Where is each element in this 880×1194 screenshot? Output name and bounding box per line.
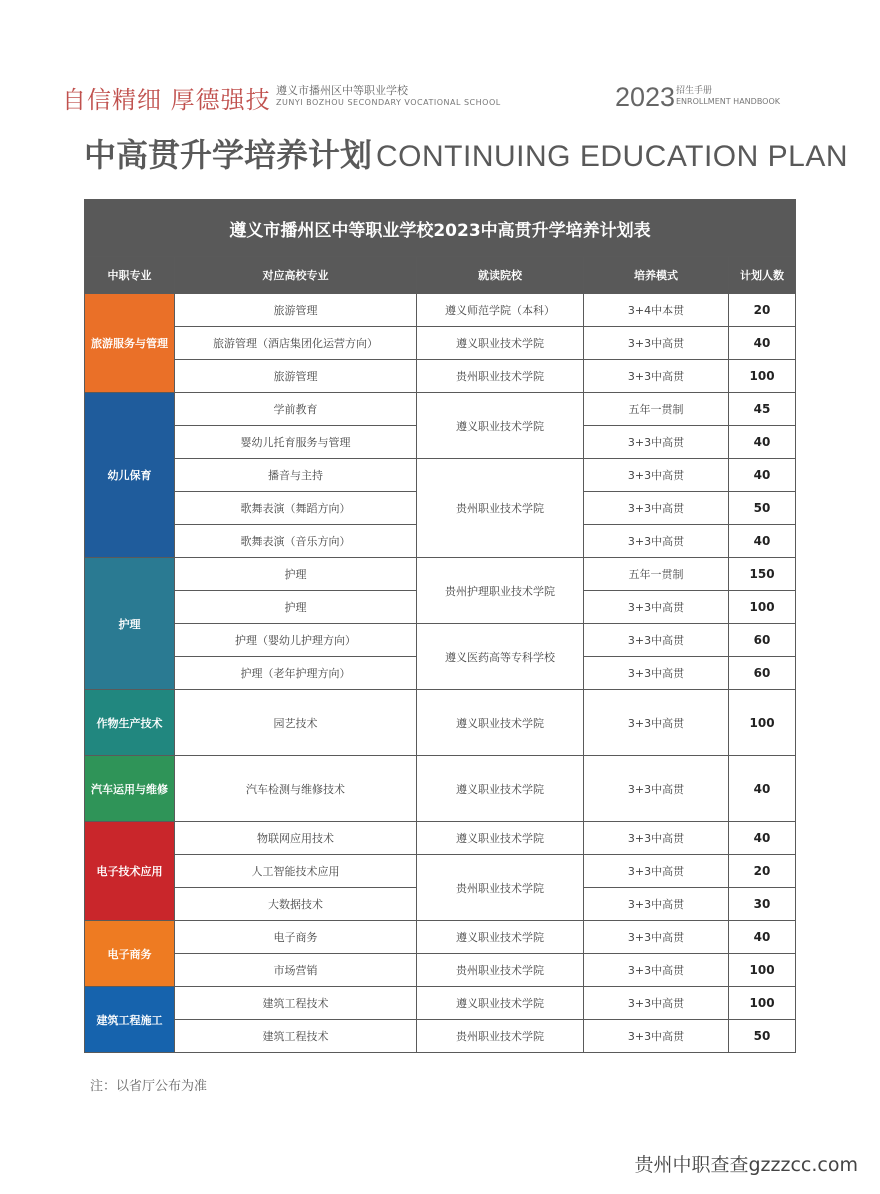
mode-cell: 3+3中高贯 [584,327,729,360]
college-cell: 遵义职业技术学院 [417,822,584,855]
page-title-cn: 中高贯升学培养计划 [84,136,373,174]
count-cell: 60 [729,624,796,657]
mode-cell: 3+3中高贯 [584,426,729,459]
mode-cell: 3+3中高贯 [584,525,729,558]
table-caption: 遵义市播州区中等职业学校2023中高贯升学培养计划表 [85,200,796,257]
program-cell: 学前教育 [175,393,417,426]
table-row [85,558,796,591]
count-cell: 20 [729,294,796,327]
mode-cell: 3+3中高贯 [584,888,729,921]
table-row [85,327,796,360]
table-row [85,822,796,855]
mode-cell: 3+3中高贯 [584,360,729,393]
count-cell: 50 [729,492,796,525]
header-mode: 培养模式 [584,257,729,294]
count-cell: 40 [729,921,796,954]
major-crop-production: 作物生产技术 [85,690,175,756]
major-electronics: 电子技术应用 [85,822,175,921]
count-cell: 100 [729,987,796,1020]
table-row [85,459,796,492]
table-row [85,624,796,657]
header-count: 计划人数 [729,257,796,294]
count-cell: 100 [729,360,796,393]
mode-cell: 3+3中高贯 [584,657,729,690]
mode-cell: 五年一贯制 [584,393,729,426]
college-cell: 贵州职业技术学院 [417,954,584,987]
handbook-label-en: ENROLLMENT HANDBOOK [676,96,780,106]
mode-cell: 五年一贯制 [584,558,729,591]
major-nursing: 护理 [85,558,175,690]
handbook-label-cn: 招生手册 [676,86,713,96]
major-auto-repair: 汽车运用与维修 [85,756,175,822]
program-cell: 大数据技术 [175,888,417,921]
program-cell: 护理（婴幼儿护理方向） [175,624,417,657]
mode-cell: 3+3中高贯 [584,987,729,1020]
mode-cell: 3+3中高贯 [584,690,729,756]
major-ecommerce: 电子商务 [85,921,175,987]
college-cell: 贵州护理职业技术学院 [417,558,584,624]
major-childcare: 幼儿保育 [85,393,175,558]
table-row [85,1020,796,1053]
college-cell: 贵州职业技术学院 [417,360,584,393]
mode-cell: 3+3中高贯 [584,591,729,624]
table-row [85,921,796,954]
mode-cell: 3+3中高贯 [584,921,729,954]
college-cell: 遵义医药高等专科学校 [417,624,584,690]
program-cell: 园艺技术 [175,690,417,756]
program-cell: 护理 [175,558,417,591]
program-cell: 旅游管理（酒店集团化运营方向） [175,327,417,360]
program-cell: 旅游管理 [175,360,417,393]
header-college-major: 对应高校专业 [175,257,417,294]
slogan: 自信精细 厚德强技 [62,86,271,114]
table-header-row [85,257,796,294]
college-cell: 贵州职业技术学院 [417,459,584,558]
table-row [85,855,796,888]
table-row [85,294,796,327]
mode-cell: 3+3中高贯 [584,459,729,492]
count-cell: 40 [729,822,796,855]
count-cell: 100 [729,690,796,756]
count-cell: 60 [729,657,796,690]
page-title [84,130,848,176]
count-cell: 100 [729,591,796,624]
major-construction: 建筑工程施工 [85,987,175,1053]
college-cell: 遵义师范学院（本科） [417,294,584,327]
header-college: 就读院校 [417,257,584,294]
mode-cell: 3+3中高贯 [584,954,729,987]
mode-cell: 3+3中高贯 [584,1020,729,1053]
program-cell: 建筑工程技术 [175,1020,417,1053]
program-cell: 物联网应用技术 [175,822,417,855]
count-cell: 40 [729,426,796,459]
program-cell: 市场营销 [175,954,417,987]
count-cell: 40 [729,756,796,822]
table-row [85,360,796,393]
count-cell: 150 [729,558,796,591]
footnote: 注：以省厅公布为准 [90,1079,208,1094]
college-cell: 贵州职业技术学院 [417,855,584,921]
table-row [85,954,796,987]
mode-cell: 3+3中高贯 [584,822,729,855]
college-cell: 遵义职业技术学院 [417,690,584,756]
plan-table [84,199,796,1053]
major-tourism: 旅游服务与管理 [85,294,175,393]
school-name-en: ZUNYI BOZHOU SECONDARY VOCATIONAL SCHOOL [276,97,501,107]
page-title-en: CONTINUING EDUCATION PLAN [376,140,848,173]
count-cell: 100 [729,954,796,987]
mode-cell: 3+3中高贯 [584,855,729,888]
mode-cell: 3+3中高贯 [584,756,729,822]
program-cell: 人工智能技术应用 [175,855,417,888]
count-cell: 45 [729,393,796,426]
college-cell: 遵义职业技术学院 [417,921,584,954]
program-cell: 建筑工程技术 [175,987,417,1020]
college-cell: 遵义职业技术学院 [417,756,584,822]
handbook-year: 2023 [615,82,676,112]
program-cell: 播音与主持 [175,459,417,492]
program-cell: 护理 [175,591,417,624]
program-cell: 汽车检测与维修技术 [175,756,417,822]
count-cell: 30 [729,888,796,921]
count-cell: 50 [729,1020,796,1053]
college-cell: 遵义职业技术学院 [417,987,584,1020]
program-cell: 婴幼儿托育服务与管理 [175,426,417,459]
school-name-cn: 遵义市播州区中等职业学校 [276,84,408,97]
mode-cell: 3+3中高贯 [584,624,729,657]
table-row [85,987,796,1020]
table-row [85,756,796,822]
program-cell: 电子商务 [175,921,417,954]
handbook-label [676,86,780,106]
mode-cell: 3+3中高贯 [584,492,729,525]
count-cell: 40 [729,459,796,492]
count-cell: 40 [729,327,796,360]
count-cell: 40 [729,525,796,558]
program-cell: 护理（老年护理方向） [175,657,417,690]
college-cell: 贵州职业技术学院 [417,1020,584,1053]
table-row [85,393,796,426]
watermark: 贵州中职查查gzzzcc.com [634,1154,858,1176]
count-cell: 20 [729,855,796,888]
program-cell: 旅游管理 [175,294,417,327]
table-row [85,690,796,756]
mode-cell: 3+4中本贯 [584,294,729,327]
header-secondary-major: 中职专业 [85,257,175,294]
program-cell: 歌舞表演（音乐方向） [175,525,417,558]
program-cell: 歌舞表演（舞蹈方向） [175,492,417,525]
college-cell: 遵义职业技术学院 [417,327,584,360]
school-name [276,84,501,108]
college-cell: 遵义职业技术学院 [417,393,584,459]
table-caption-row [85,200,796,257]
